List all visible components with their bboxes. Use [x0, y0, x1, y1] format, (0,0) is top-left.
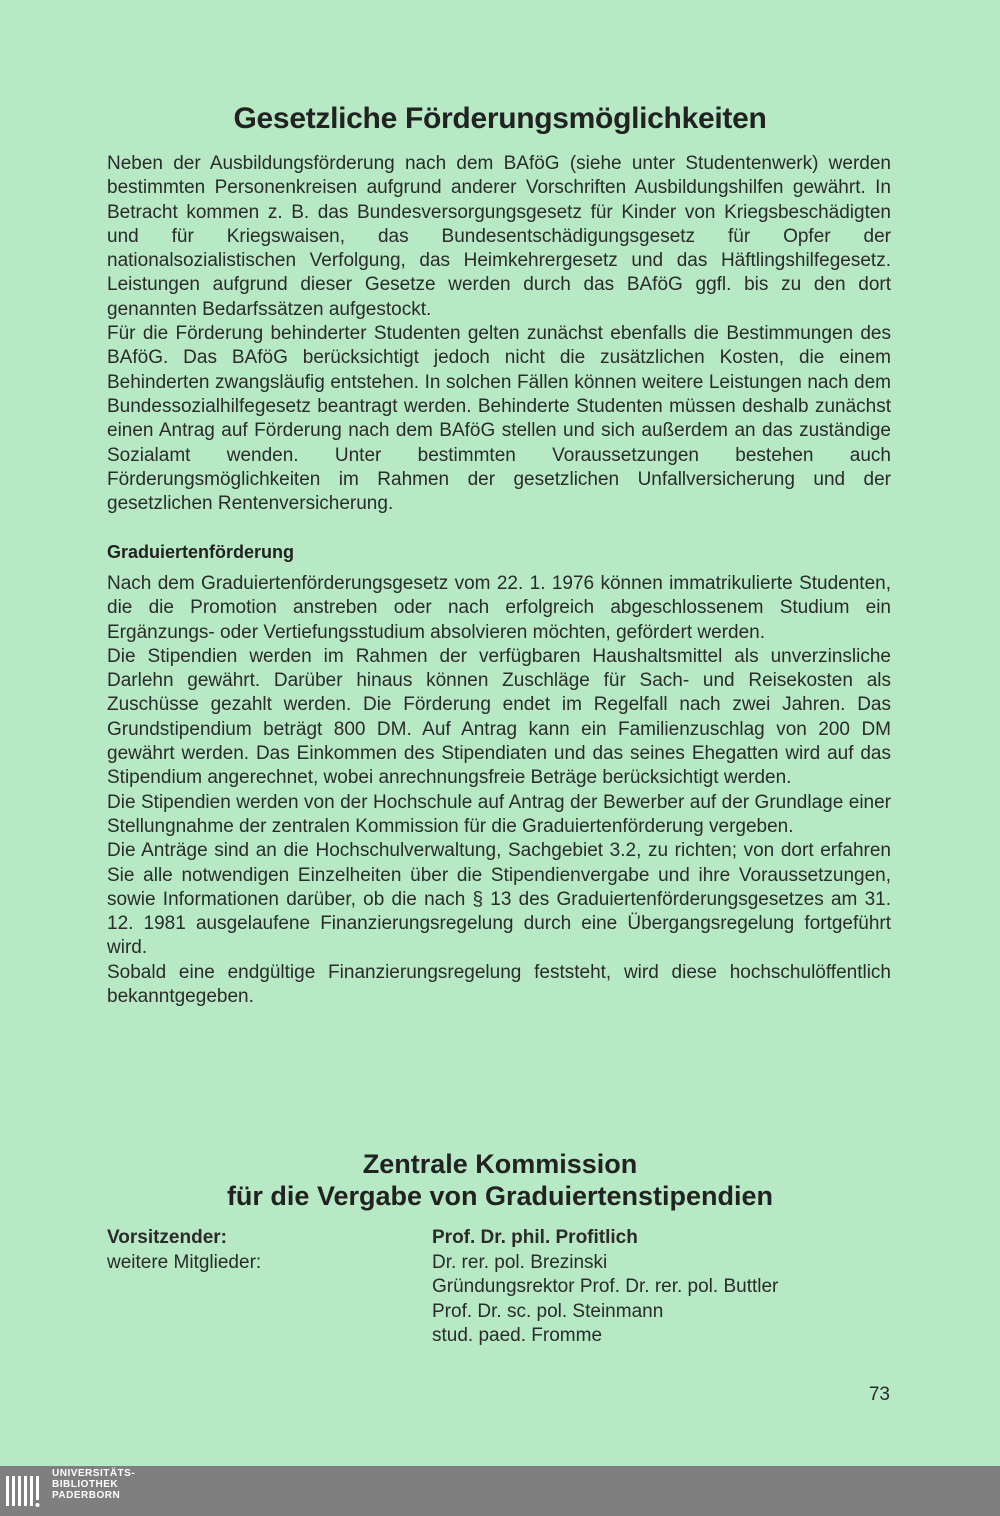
commission-title-line2: für die Vergabe von Graduiertenstipendien — [226, 1181, 774, 1211]
commission-title — [0, 1148, 1000, 1212]
subheading-graduiertenfoerderung: Graduiertenförderung — [107, 542, 295, 562]
paragraph: Die Stipendien werden von der Hochschule auf Antrag der Bewerber auf der Grundlage einer Stellungnahme der zentralen Kommission für die Graduiertenförderung vergeben. — [107, 791, 891, 837]
section-graduiertenfoerderung-text — [107, 572, 891, 1009]
member-name: Dr. rer. pol. Brezinski — [432, 1251, 608, 1273]
chair-label: Vorsitzender: — [107, 1227, 228, 1248]
library-name — [52, 1468, 135, 1501]
member-name: Gründungsrektor Prof. Dr. rer. pol. Buttler — [432, 1276, 779, 1297]
paragraph: Die Stipendien werden im Rahmen der verfügbaren Haushaltsmittel als unverzinsliche Darlehn gewährt. Darüber hinaus können Zuschläge für Sach- und Reisekosten als Zuschüsse gezahlt werden. Die Förderung endet im Regelfall nach zwei Jahren. Das Grundstipendium beträgt 800 DM. Auf Antrag kann ein Familienzuschlag von 200 DM gewährt werden. Das Einkommen des Stipendiaten und das seines Ehegatten wird auf das Stipendium angerechnet, wobei anrechnungsfreie Beträge berücksichtigt werden. — [107, 645, 891, 789]
chair-name: Prof. Dr. phil. Profitlich — [432, 1227, 638, 1248]
paragraph: Nach dem Graduiertenförderungsgesetz vom 22. 1. 1976 können immatrikulierte Studenten, die die Promotion anstreben oder nach erfolgreich abgeschlossenem Studium ein Ergänzungs- oder Vertiefungsstudium absolvieren möchten, gefördert werden. — [107, 573, 891, 643]
section-intro-text — [107, 152, 891, 516]
paragraph: Die Anträge sind an die Hochschulverwaltung, Sachgebiet 3.2, zu richten; von dort erfahren Sie alle notwendigen Einzelheiten über die Stipendienvergabe und ihre Voraussetzungen, sowie Informationen darüber, ob die nach § 13 des Graduiertenförderungsgesetzes am 31. 12. 1981 ausgelaufene Finanzierungsregelung durch eine Übergangsregelung fortgeführt wird. — [107, 840, 891, 959]
members-label: weitere Mitglieder: — [107, 1251, 262, 1273]
page-title: Gesetzliche Förderungsmöglichkeiten — [233, 102, 767, 135]
paragraph: Für die Förderung behinderter Studenten gelten zunächst ebenfalls die Bestimmungen des BAföG. Das BAföG berücksichtigt jedoch nicht die zusätzlichen Kosten, die einem Behinderten zwangsläufig entstehen. In solchen Fällen können weitere Leistungen nach dem Bundessozialhilfegesetz beantragt werden. Behinderte Studenten müssen deshalb zunächst einen Antrag auf Förderung nach dem BAföG stellen und sich außerdem an das zuständige Sozialamt wenden. Unter bestimmten Voraussetzungen bestehen auch Förderungsmöglichkeiten im Rahmen der gesetzlichen Unfallversicherung und der gesetzlichen Rentenversicherung. — [107, 323, 891, 515]
commission-title-line1: Zentrale Kommission — [362, 1149, 638, 1179]
library-name-line: BIBLIOTHEK — [52, 1479, 119, 1490]
paragraph: Neben der Ausbildungsförderung nach dem BAföG (siehe unter Studentenwerk) werden bestimmten Personenkreisen aufgrund anderer Vorschriften Ausbildungshilfen gewährt. In Betracht kommen z. B. das Bundesversorgungsgesetz für Kinder von Kriegsbeschädigten und für Kriegswaisen, das Bundesentschädigungsgesetz für Opfer der nationalsozialistischen Verfolgung, das Heimkehrergesetz und das Häftlingshilfegesetz. Leistungen aufgrund dieser Gesetze werden durch das BAföG ggfl. bis zu den dort genannten Bedarfssätzen aufgestockt. — [107, 153, 891, 320]
member-name: stud. paed. Fromme — [432, 1325, 603, 1346]
library-footer-bar — [0, 1466, 1000, 1516]
paragraph: Sobald eine endgültige Finanzierungsregelung feststeht, wird diese hochschulöffentlich bekanntgegeben. — [107, 961, 891, 1008]
library-name-line: PADERBORN — [52, 1490, 121, 1501]
role-labels — [107, 1226, 427, 1275]
page-number: 73 — [868, 1384, 890, 1405]
member-name: Prof. Dr. sc. pol. Steinmann — [432, 1300, 664, 1322]
library-logo-icon — [6, 1472, 44, 1510]
library-name-line: UNIVERSITÄTS- — [52, 1468, 136, 1479]
member-names — [432, 1226, 912, 1349]
